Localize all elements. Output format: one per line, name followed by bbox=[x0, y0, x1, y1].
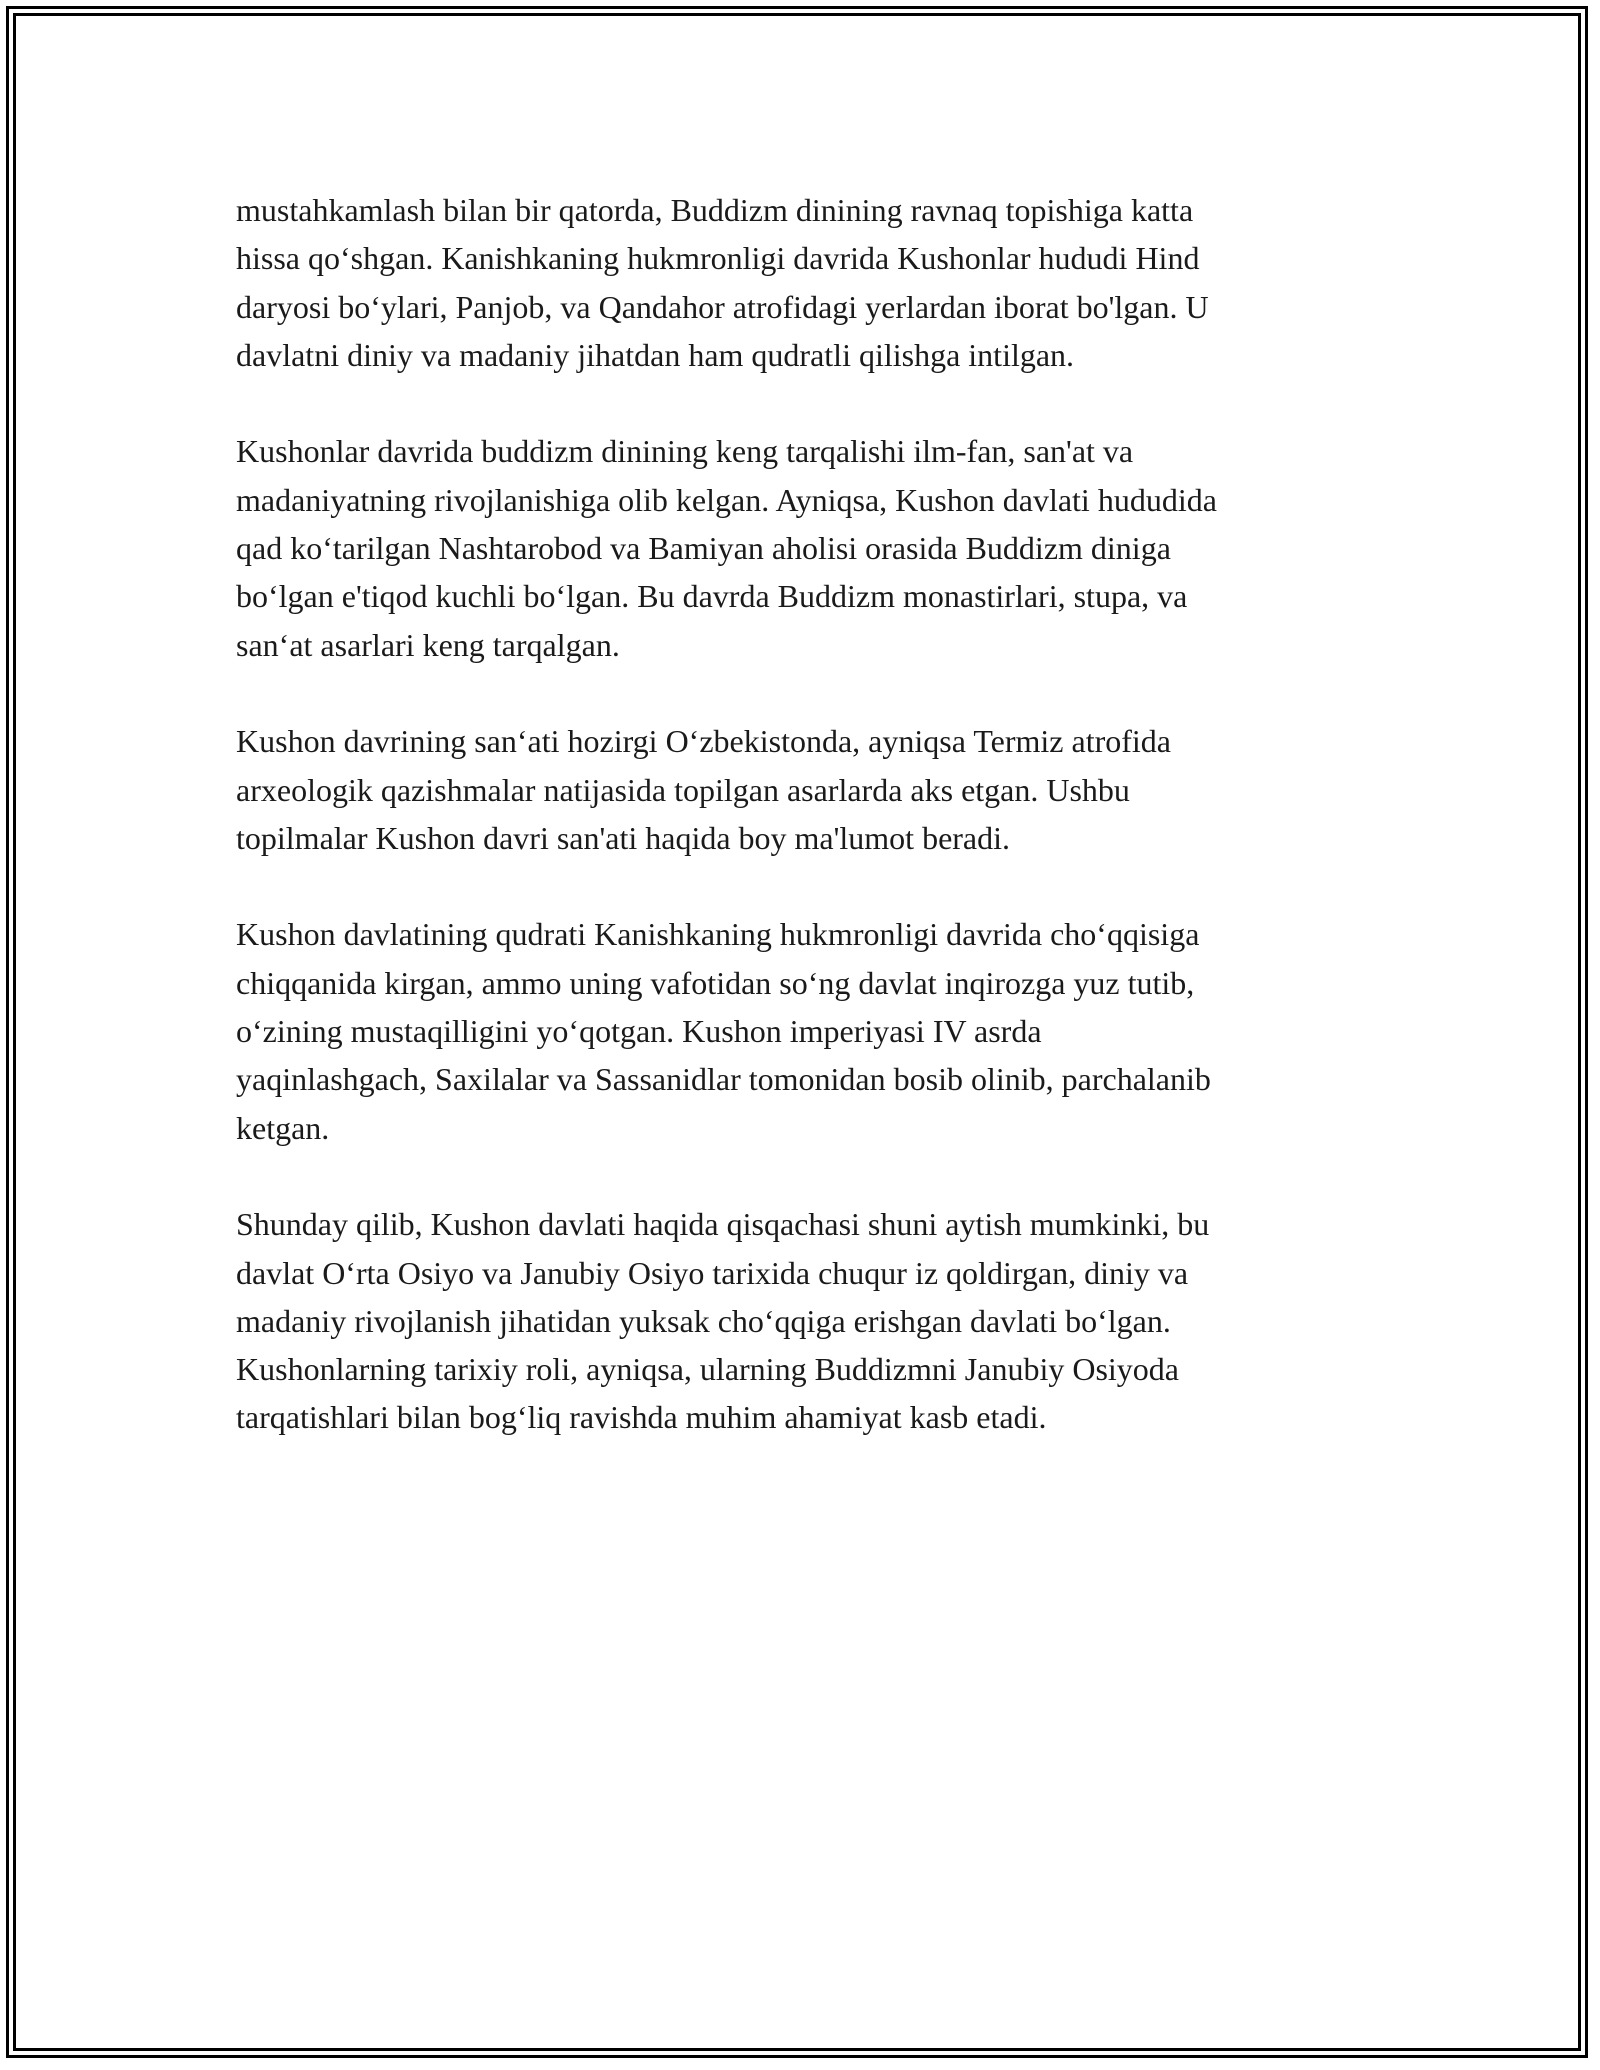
paragraph-1: mustahkamlash bilan bir qatorda, Buddizm dinining ravnaq topishiga katta hissa qo‘shgan. Kanishkaning hukmronligi davrida Kushonlar hududi Hind daryosi bo‘ylari, Panjob, va Qandahor atrofidagi yerlardan iborat bo'lgan. U davlatni diniy va madaniy jihatdan ham qudratli qilishga intilgan. bbox=[236, 192, 1209, 373]
paragraph-3: Kushon davrining san‘ati hozirgi O‘zbekistonda, ayniqsa Termiz atrofida arxeologik qazishmalar natijasida topilgan asarlarda aks etgan. Ushbu topilmalar Kushon davri san'ati haqida boy ma'lumot beradi. bbox=[236, 723, 1171, 856]
paragraph-2: Kushonlar davrida buddizm dinining keng tarqalishi ilm-fan, san'at va madaniyatning rivojlanishiga olib kelgan. Ayniqsa, Kushon davlati hududida qad ko‘tarilgan Nashtarobod va Bamiyan aholisi orasida Buddizm diniga bo‘lgan e'tiqod kuchli bo‘lgan. Bu davrda Buddizm monastirlari, stupa, va san‘at asarlari keng tarqalgan. bbox=[236, 433, 1217, 663]
paragraph-4: Kushon davlatining qudrati Kanishkaning hukmronligi davrida cho‘qqisiga chiqqanida kirgan, ammo uning vafotidan so‘ng davlat inqirozga yuz tutib, o‘zining mustaqilligini yo‘qotgan. Kushon imperiyasi IV asrda yaqinlashgach, Saxilalar va Sassanidlar tomonidan bosib olinib, parchalanib ketgan. bbox=[236, 916, 1211, 1146]
document-body bbox=[236, 186, 1396, 1490]
paragraph-5: Shunday qilib, Kushon davlati haqida qisqachasi shuni aytish mumkinki, bu davlat O‘rta Osiyo va Janubiy Osiyo tarixida chuqur iz qoldirgan, diniy va madaniy rivojlanish jihatidan yuksak cho‘qqiga erishgan davlati bo‘lgan. Kushonlarning tarixiy roli, ayniqsa, ularning Buddizmni Janubiy Osiyoda tarqatishlari bilan bog‘liq ravishda muhim ahamiyat kasb etadi. bbox=[236, 1206, 1210, 1436]
